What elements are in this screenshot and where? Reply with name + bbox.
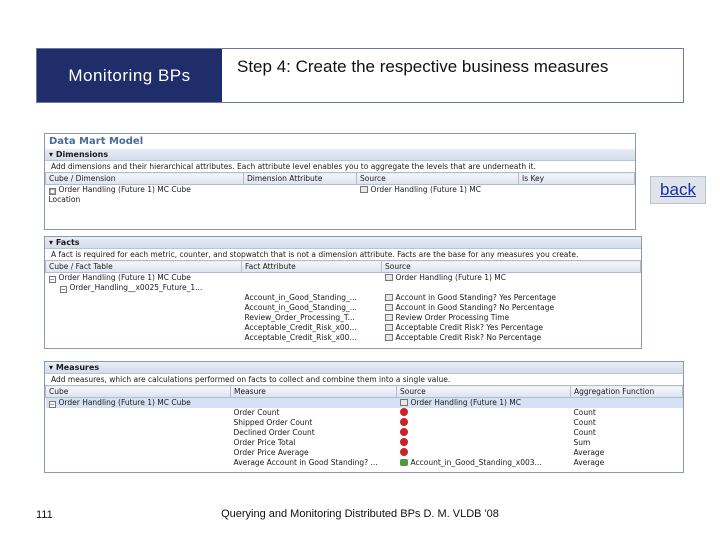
table-cell	[46, 428, 231, 438]
source-text: Order Handling (Future 1) MC	[370, 185, 481, 194]
table-cell	[46, 273, 242, 284]
source-text: Account in Good Standing? No Percentage	[395, 303, 555, 312]
measures-section-header[interactable]: ▾ Measures	[45, 362, 683, 374]
table-cell	[231, 448, 397, 458]
table-row[interactable]	[46, 448, 683, 458]
dimensions-table	[45, 172, 635, 205]
table-cell	[242, 333, 382, 343]
table-cell	[382, 293, 641, 303]
table-cell	[231, 418, 397, 428]
table-row[interactable]	[46, 313, 641, 323]
table-source-icon	[360, 186, 368, 193]
page-number: 111	[36, 509, 53, 521]
table-cell	[397, 448, 571, 458]
expand-toggle-icon[interactable]: □	[49, 188, 56, 195]
table-cell	[46, 438, 231, 448]
column-header[interactable]: Fact Attribute	[242, 261, 382, 273]
data-mart-model-title: Data Mart Model	[49, 136, 144, 147]
facts-table	[45, 260, 641, 343]
attr-text: Acceptable_Credit_Risk_x00...	[244, 333, 357, 342]
table-cell	[571, 418, 683, 428]
agg-text: Count	[573, 408, 596, 417]
table-cell	[46, 323, 242, 333]
table-source-icon	[385, 324, 393, 331]
agg-text: Count	[573, 428, 596, 437]
attr-text: Review_Order_Processing_T...	[244, 313, 355, 322]
dimensions-description: Add dimensions and their hierarchical attributes. Each attribute level enables you to aggregate the levels that are underneath it.	[51, 162, 536, 171]
footer-caption: Querying and Monitoring Distributed BPs D. M. VLDB '08	[221, 508, 499, 520]
source-text: Account in Good Standing? Yes Percentage	[395, 293, 556, 302]
table-cell	[519, 185, 635, 196]
measure-text: Average Account in Good Standing? ...	[233, 458, 378, 467]
expand-toggle-icon[interactable]: −	[49, 401, 55, 408]
column-header[interactable]: Cube / Dimension	[46, 173, 244, 185]
cube-text: Order Handling (Future 1) MC Cube	[58, 185, 191, 194]
table-cell	[46, 283, 242, 293]
table-row[interactable]	[46, 185, 635, 196]
table-cell	[244, 185, 357, 196]
column-header[interactable]: Aggregation Function	[571, 386, 683, 398]
table-cell	[242, 273, 382, 284]
facts-panel	[44, 236, 642, 349]
slide-header	[36, 48, 684, 103]
measures-table	[45, 385, 683, 468]
table-cell	[46, 303, 242, 313]
table-cell	[242, 293, 382, 303]
table-cell	[382, 283, 641, 293]
table-cell	[571, 448, 683, 458]
table-row[interactable]	[46, 195, 635, 205]
dimensions-section-header[interactable]: ▾ Dimensions	[45, 149, 635, 161]
attr-text: Account_in_Good_Standing_...	[244, 293, 357, 302]
measure-text: Order Price Average	[233, 448, 309, 457]
collapse-icon[interactable]: ▾	[49, 363, 56, 372]
table-cell	[46, 418, 231, 428]
table-cell	[242, 283, 382, 293]
table-cell	[46, 313, 242, 323]
table-cell	[571, 458, 683, 468]
column-header[interactable]: Cube	[46, 386, 231, 398]
agg-text: Count	[573, 418, 596, 427]
table-cell	[357, 185, 519, 196]
table-row[interactable]	[46, 418, 683, 428]
table-row[interactable]	[46, 333, 641, 343]
attr-text: Account_in_Good_Standing_...	[244, 303, 357, 312]
table-cell	[382, 323, 641, 333]
column-header[interactable]: Source	[382, 261, 641, 273]
measure-icon	[400, 408, 408, 416]
table-cell	[397, 458, 571, 468]
facts-section-header[interactable]: ▾ Facts	[45, 237, 641, 249]
table-cell	[397, 428, 571, 438]
table-cell	[46, 408, 231, 418]
table-row[interactable]	[46, 438, 683, 448]
table-cell	[46, 185, 244, 196]
table-row[interactable]	[46, 323, 641, 333]
table-cell	[382, 333, 641, 343]
facts-description: A fact is required for each metric, counter, and stopwatch that is not a dimension attribute. Facts are the base for any measures you create.	[51, 250, 579, 259]
measure-text: Order Count	[233, 408, 280, 417]
column-header[interactable]: Cube / Fact Table	[46, 261, 242, 273]
table-cell	[571, 438, 683, 448]
source-text: Acceptable Credit Risk? Yes Percentage	[395, 323, 544, 332]
collapse-icon[interactable]: ▾	[49, 150, 56, 159]
table-cell	[397, 398, 571, 409]
fact-measure-icon	[400, 459, 408, 466]
dimensions-panel	[44, 133, 636, 230]
source-text: Review Order Processing Time	[395, 313, 510, 322]
table-cell	[397, 418, 571, 428]
measure-text: Order Price Total	[233, 438, 296, 447]
attr-text: Acceptable_Credit_Risk_x00...	[244, 323, 357, 332]
column-header[interactable]: Is Key	[519, 173, 635, 185]
back-link[interactable]: back	[650, 176, 706, 204]
column-header[interactable]: Measure	[231, 386, 397, 398]
table-cell	[382, 313, 641, 323]
table-cell	[231, 428, 397, 438]
column-header[interactable]: Source	[357, 173, 519, 185]
slide-title: Step 4: Create the respective business measures	[237, 57, 609, 76]
table-cell	[46, 195, 244, 205]
column-header[interactable]: Source	[397, 386, 571, 398]
table-source-icon	[385, 294, 393, 301]
measures-panel	[44, 361, 684, 473]
table-cell	[382, 303, 641, 313]
table-cell	[242, 303, 382, 313]
measure-icon	[400, 428, 408, 436]
section-title: Monitoring BPs	[37, 49, 222, 102]
agg-text: Sum	[573, 438, 591, 447]
cube-text: Order Handling (Future 1) MC Cube	[58, 273, 191, 282]
measure-icon	[400, 448, 408, 456]
table-row[interactable]	[46, 458, 683, 468]
table-row[interactable]	[46, 283, 641, 293]
table-cell	[382, 273, 641, 284]
table-cell	[231, 458, 397, 468]
source-text: Order Handling (Future 1) MC	[410, 398, 521, 407]
table-cell	[46, 398, 231, 409]
table-cell	[397, 408, 571, 418]
agg-text: Average	[573, 448, 605, 457]
source-text: Order Handling (Future 1) MC	[395, 273, 506, 282]
table-cell	[46, 293, 242, 303]
measure-text: Declined Order Count	[233, 428, 315, 437]
table-cell	[46, 458, 231, 468]
column-header[interactable]: Dimension Attribute	[244, 173, 357, 185]
cube-text: Order Handling (Future 1) MC Cube	[58, 398, 191, 407]
table-cell	[242, 313, 382, 323]
table-row[interactable]	[46, 398, 683, 409]
cube-text: Order_Handling__x0025_Future_1...	[69, 283, 203, 292]
table-row[interactable]	[46, 428, 683, 438]
measures-description: Add measures, which are calculations performed on facts to collect and combine them into a single value.	[51, 375, 451, 384]
table-cell	[242, 323, 382, 333]
agg-text: Average	[573, 458, 605, 467]
table-cell	[46, 333, 242, 343]
table-cell	[397, 438, 571, 448]
table-cell	[571, 428, 683, 438]
table-cell	[231, 398, 397, 409]
table-cell	[519, 195, 635, 205]
table-source-icon	[385, 334, 393, 341]
expand-toggle-icon[interactable]: −	[49, 276, 55, 283]
table-source-icon	[385, 274, 393, 281]
table-row[interactable]	[46, 408, 683, 418]
table-cell	[46, 448, 231, 458]
table-source-icon	[400, 399, 408, 406]
source-text: Acceptable Credit Risk? No Percentage	[395, 333, 542, 342]
table-row[interactable]	[46, 293, 641, 303]
table-source-icon	[385, 304, 393, 311]
table-cell	[357, 195, 519, 205]
measure-icon	[400, 438, 408, 446]
expand-toggle-icon[interactable]: −	[60, 286, 66, 293]
table-cell	[231, 438, 397, 448]
table-cell	[571, 398, 683, 409]
cube-text: Location	[48, 195, 81, 204]
table-cell	[244, 195, 357, 205]
table-row[interactable]	[46, 273, 641, 284]
collapse-icon[interactable]: ▾	[49, 238, 56, 247]
table-cell	[571, 408, 683, 418]
source-text: Account_in_Good_Standing_x003...	[410, 458, 542, 467]
measure-icon	[400, 418, 408, 426]
table-cell	[231, 408, 397, 418]
table-source-icon	[385, 314, 393, 321]
table-row[interactable]	[46, 303, 641, 313]
measure-text: Shipped Order Count	[233, 418, 313, 427]
